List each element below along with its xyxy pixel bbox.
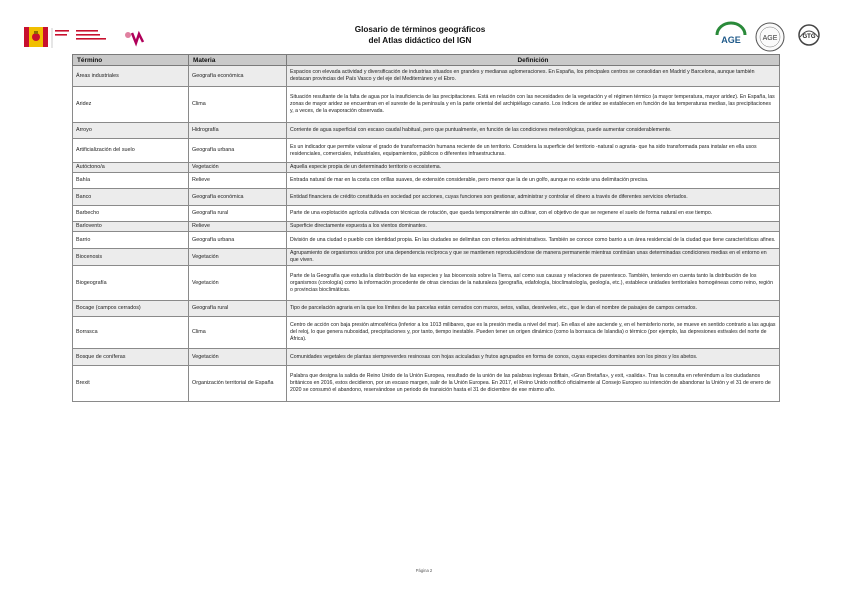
age-logo-text: AGE (721, 35, 741, 45)
term-cell: Biogeografía (73, 266, 189, 301)
subject-cell: Geografía económica (189, 66, 287, 87)
table-row (73, 266, 780, 301)
term-cell: Bosque de coníferas (73, 349, 189, 366)
subject-cell: Vegetación (189, 163, 287, 173)
table-row (73, 366, 780, 402)
definition-cell: Parte de una explotación agrícola cultivada con técnicas de rotación, que queda temporalmente sin cultivar, con el objetivo de que se regenere el suelo de forma natural en ese tiempo. (287, 206, 780, 222)
subject-cell: Relieve (189, 222, 287, 232)
term-cell: Bahía (73, 173, 189, 189)
definition-cell: Corriente de agua superficial con escaso caudal habitual, pero que puntualmente, en función de las condiciones meteorológicas, puede aumentar considerablemente. (287, 123, 780, 139)
age-seal-text: AGE (762, 35, 778, 42)
column-header-term: Término (73, 55, 189, 66)
age-seal-icon (756, 23, 784, 51)
age-logo-icon (717, 23, 745, 45)
subject-cell: Geografía urbana (189, 139, 287, 163)
definition-cell: Situación resultante de la falta de agua por la insuficiencia de las precipitaciones. Está en relación con las necesidades de la vegetación y el régimen térmico (a mayor temperatura, mayor aridez). En España, las zonas de mayor aridez se encuentran en el sureste de la península y en la parte oriental del archipiélago canario. Los índices de aridez se establecen en función de las temperaturas medias, las precipitaciones y, a veces, de la evaporación observada. (287, 87, 780, 123)
definition-cell: Agrupamiento de organismos unidos por una dependencia recíproca y que se mantienen reproduciéndose de manera permanente mientras continúan unas determinadas condiciones medias en el entorno en que viven. (287, 249, 780, 266)
spain-coat-of-arms-icon (24, 25, 146, 51)
subject-cell: Organización territorial de España (189, 366, 287, 402)
definition-cell: Superficie directamente expuesta a los vientos dominantes. (287, 222, 780, 232)
definition-cell: Tipo de parcelación agraria en la que los límites de las parcelas están cerrados con muros, setos, vallas, desniveles, etc., que le dan el nombre de paisajes de campos cerrados. (287, 301, 780, 317)
definition-cell: Parte de la Geografía que estudia la distribución de las especies y las biocenosis sobre la Tierra, así como sus causas y relaciones de parentesco. También, teniendo en cuenta tanto la distribución de los organismos (corología) como la información procedente de otras ciencias de la naturaleza (geografía, edafología, bioclimatología, geología, etc.), establece unidades territoriales homogéneas como reino, región o provincias bioclimáticas. (287, 266, 780, 301)
definition-cell: Palabra que designa la salida de Reino Unido de la Unión Europea, resultado de la unión de las palabras inglesas Britain, «Gran Bretaña», y exit, «salida». Tras la consulta en referéndum a los ciudadanos británicos en 2016, estos decidieron, por un escaso margen, salir de la Unión Europea. En 2017, el Reino Unido notificó oficialmente al Consejo Europeo su intención de abandonar la Unión y el 31 de enero de 2020 se consumó el abandono, reservándose un periodo de transición hasta el 31 de diciembre de ese mismo año. (287, 366, 780, 402)
table-body (73, 66, 780, 402)
term-cell: Arroyo (73, 123, 189, 139)
definition-cell: Espacios con elevada actividad y diversificación de industrias situados en grandes y medianas aglomeraciones. En España, los principales centros se consolidan en Madrid y Barcelona, aunque también destacan provincias del País Vasco y del eje del Mediterráneo y el Ebro. (287, 66, 780, 87)
title-line-2: del Atlas didáctico del IGN (368, 36, 472, 45)
subject-cell: Clima (189, 87, 287, 123)
subject-cell: Hidrografía (189, 123, 287, 139)
table-row (73, 222, 780, 232)
subject-cell: Vegetación (189, 249, 287, 266)
subject-cell: Vegetación (189, 266, 287, 301)
definition-cell: División de una ciudad o pueblo con identidad propia. En las ciudades se delimitan con criterios administrativos. También se conoce como barrio a un área residencial de la ciudad que tiene características afines. (287, 232, 780, 249)
term-cell: Biocenosis (73, 249, 189, 266)
column-header-definition: Definición (287, 55, 780, 66)
table-row (73, 66, 780, 87)
term-cell: Artificialización del suelo (73, 139, 189, 163)
government-logo (24, 25, 146, 51)
subject-cell: Geografía económica (189, 189, 287, 206)
gtg-logo-icon (799, 25, 819, 45)
table-row (73, 206, 780, 222)
document-header (0, 0, 848, 56)
table-row (73, 139, 780, 163)
partner-logos (714, 21, 826, 55)
definition-cell: Es un indicador que permite valorar el grado de transformación humana reciente de un territorio. Considera la superficie del territorio -natural o agraria- que ha sido transformada para instalar en ella usos residenciales, comerciales, industriales, equipamientos, públicos o diferentes infraestructuras. (287, 139, 780, 163)
term-cell: Brexit (73, 366, 189, 402)
title-line-1: Glosario de términos geográficos (354, 25, 486, 34)
table-row (73, 123, 780, 139)
glossary-table (72, 54, 780, 402)
term-cell: Banco (73, 189, 189, 206)
subject-cell: Relieve (189, 173, 287, 189)
subject-cell: Geografía rural (189, 301, 287, 317)
term-cell: Barrio (73, 232, 189, 249)
term-cell: Áreas industriales (73, 66, 189, 87)
subject-cell: Geografía urbana (189, 232, 287, 249)
subject-cell: Vegetación (189, 349, 287, 366)
term-cell: Barlovento (73, 222, 189, 232)
term-cell: Aridez (73, 87, 189, 123)
term-cell: Bocage (campos cerrados) (73, 301, 189, 317)
column-header-subject: Materia (189, 55, 287, 66)
gtg-logo-text: GTG (802, 34, 816, 40)
table-row (73, 87, 780, 123)
table-row (73, 349, 780, 366)
table-row (73, 249, 780, 266)
definition-cell: Aquella especie propia de un determinado territorio o ecosistema. (287, 163, 780, 173)
definition-cell: Centro de acción con baja presión atmosférica (inferior a los 1013 milibares, que es la presión media a nivel del mar). En ellas el aire asciende y, en el hemisferio norte, se mueve en sentido contrario a las agujas del reloj, lo que genera nubosidad, precipitaciones y, por tanto, tiempo inestable. Pueden tener un origen dinámico (como la borrasca de Islandia) o térmico (por ejemplo, las depresiones estivales del norte de África). (287, 317, 780, 349)
term-cell: Barbecho (73, 206, 189, 222)
subject-cell: Geografía rural (189, 206, 287, 222)
definition-cell: Entidad financiera de crédito constituida en sociedad por acciones, cuyas funciones son gestionar, administrar y controlar el dinero a través de diferentes servicios ofertados. (287, 189, 780, 206)
table-row (73, 189, 780, 206)
table-row (73, 173, 780, 189)
document-title (300, 24, 540, 46)
term-cell: Autóctono/a (73, 163, 189, 173)
table-row (73, 163, 780, 173)
table-row (73, 232, 780, 249)
term-cell: Borrasca (73, 317, 189, 349)
table-header-row (73, 55, 780, 66)
subject-cell: Clima (189, 317, 287, 349)
table-row (73, 301, 780, 317)
page-number: Página 2 (415, 568, 433, 573)
table-row (73, 317, 780, 349)
definition-cell: Entrada natural de mar en la costa con orillas suaves, de extensión considerable, pero menor que la de un golfo, aunque no existe una delimitación precisa. (287, 173, 780, 189)
definition-cell: Comunidades vegetales de plantas siempreverdes resinosas con hojas aciculadas y frutos agrupados en forma de conos, cuyas especies dominantes son los pinos y los abetos. (287, 349, 780, 366)
